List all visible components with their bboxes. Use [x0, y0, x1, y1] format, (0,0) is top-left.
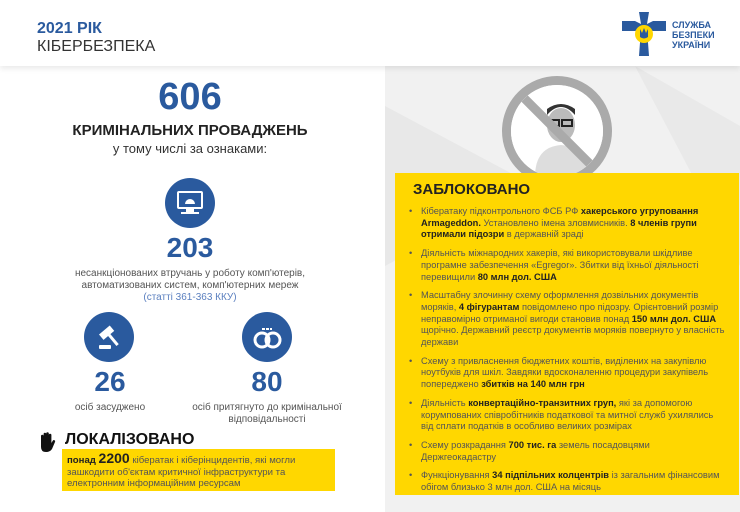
- total-cases: 606: [158, 76, 222, 118]
- intrusions-line1: несанкціонованих втручань у роботу комп'ютерів,: [74, 268, 306, 279]
- blocked-item: • Кібератаку підконтрольного ФСБ РФ хакерського угруповання Armageddon. Установлено імена зловмисників. 8 членів групи отримали підозри в державній зраді: [407, 206, 725, 241]
- blocked-panel: [395, 173, 739, 495]
- blocked-item: • Функціонування 34 підпільних колцентрів із загальним фінансовим обігом близько 3 млн дол. США на місяць: [407, 470, 725, 493]
- intrusions-count: 203: [166, 232, 214, 263]
- year-title: 2021 РІК: [37, 20, 102, 37]
- topic-title: КІБЕРБЕЗПЕКА: [37, 38, 156, 55]
- localized-box: понад 2200 кібератак і кіберінцидентів, які могли зашкодити об'єктам критичної інфраструктури та електронним інформаційним ресурсам: [62, 449, 335, 491]
- blocked-person-photo: [502, 76, 612, 186]
- blocked-item: • Схему з привласнення бюджетних коштів, виділених на закупівлю ноутбуків для шкіл. Завдяки вдосконаленню процедури закупівель попереджено збитків на 140 млн грн: [407, 356, 725, 391]
- convicted-label: осіб засуджено: [74, 402, 146, 413]
- localized-title: ЛОКАЛІЗОВАНО: [65, 431, 195, 448]
- blocked-title: ЗАБЛОКОВАНО: [413, 181, 531, 198]
- total-cases-sub: у тому числі за ознаками:: [112, 141, 268, 156]
- stop-hand-icon: [38, 432, 56, 452]
- handcuffs-icon: [242, 312, 292, 362]
- prosecuted-label: осіб притягнуто до кримінальної відповідальності: [192, 402, 342, 425]
- blocked-list: [407, 206, 725, 494]
- blocked-item: • Масштабну злочинну схему оформлення дозвільних документів моряків, 4 фігурантам повідомлено про підозру. Орієнтовний розмір неправомірно отриманої вигоди становив понад 150 млн дол. США щорічно. Державний реєстр документів моряків повернуто у власність держави: [407, 290, 725, 349]
- gavel-icon: [84, 312, 134, 362]
- blocked-item: • Діяльність міжнародних хакерів, які використовували шкідливе програмне забезпечення «Egregor». Збитки від їхньої діяльності перевищили 80 млн дол. США: [407, 248, 725, 283]
- computer-icon: [165, 178, 215, 228]
- blocked-item: • Схему розкрадання 700 тис. га земель посадовцями Держгеокадастру: [407, 440, 725, 463]
- intrusions-note: (статті 361-363 ККУ): [143, 292, 237, 303]
- prosecuted-count: 80: [251, 366, 283, 397]
- sbu-emblem-icon: [622, 12, 666, 56]
- intrusions-line2: автоматизованих систем, комп'ютерних мереж: [81, 280, 299, 291]
- convicted-count: 26: [94, 366, 126, 397]
- blocked-item: • Діяльність конвертаційно-транзитних груп, які за допомогою корумпованих співробітників податкової та митної служб ухилялись від сплати податків в особливо великих розмірах: [407, 398, 725, 433]
- header: [0, 0, 740, 66]
- total-cases-label: КРИМІНАЛЬНИХ ПРОВАДЖЕНЬ: [72, 122, 308, 139]
- sbu-logo-text: СЛУЖБА БЕЗПЕКИ УКРАЇНИ: [672, 20, 715, 50]
